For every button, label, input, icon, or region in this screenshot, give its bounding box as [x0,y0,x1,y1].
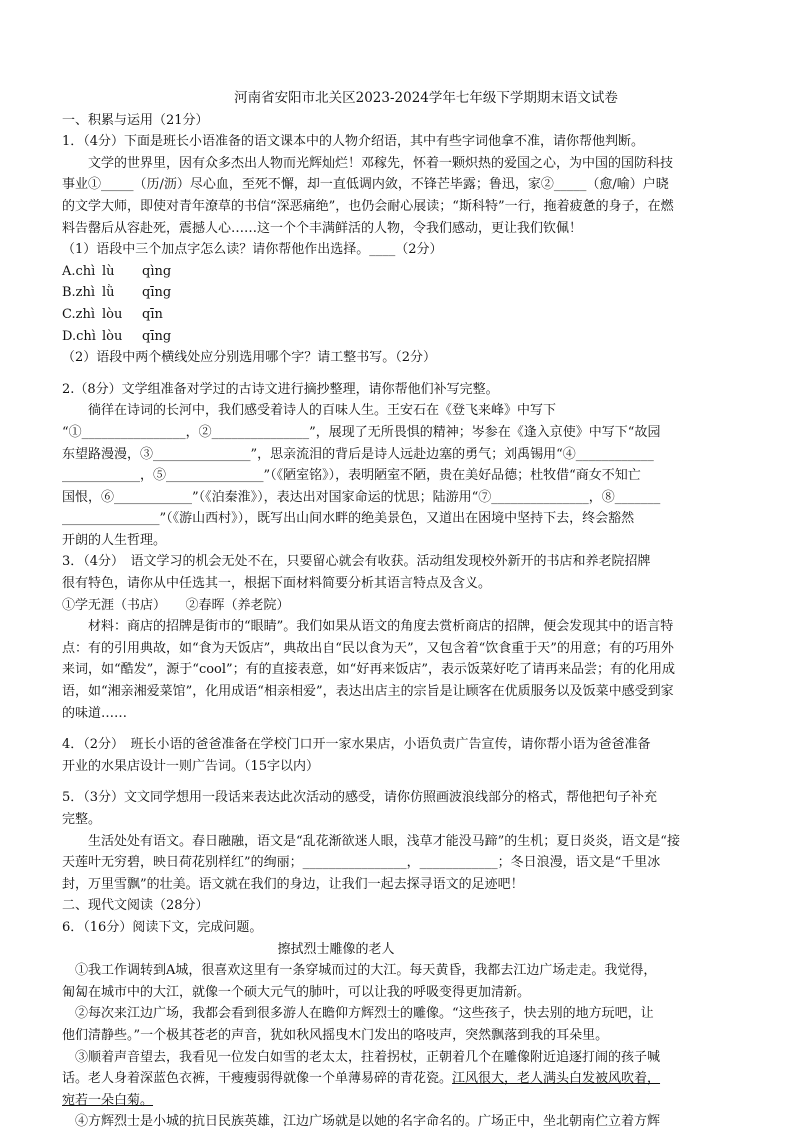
q2-line: ____________，⑤_______________”（《陋室铭》），表明陋室不陋，贵在美好品德；杜牧借“商女不知亡 [62,468,641,484]
q5-line: 天莲叶无穷碧，映日荷花别样红”的绚丽；________________，____________；冬日浪漫，语文是“千里冰 [62,855,661,871]
underlined-text: 宛若一朵白菊。 [62,1092,154,1108]
q2-line: 国恨，⑥____________”（《泊秦淮》），表达出对国家命运的忧思；陆游用“⑦_______________，⑧_______ [62,489,661,505]
q4-line: 开业的水果店设计一则广告词。（15字以内） [62,758,320,774]
q5-line: 封，万里雪飘”的壮美。语文就在我们的身边，让我们一起去探寻语文的足迹吧！ [62,876,524,892]
article-paragraph: ④方辉烈士是小城的抗日民族英雄，江边广场就是以她的名字命名的。广场正中，坐北朝南伫立着方辉 [75,1114,661,1130]
option-a: A.chì lù qìng [62,263,172,279]
question-1-stem: 1．（4分）下面是班长小语准备的语文课本中的人物介绍语，其中有些字词他拿不准，请你帮他判断。 [62,134,645,150]
question-4-stem: 4．（2分） 班长小语的爸爸准备在学校门口开一家水果店，小语负责广告宣传，请你帮小语为爸爸准备 [62,737,651,753]
q3-material: 材料：商店的招牌是街市的“眼睛”。我们如果从语文的角度去赏析商店的招牌，便会发现其中的语言特 [88,619,674,635]
page-title: 河南省安阳市北关区2023-2024学年七年级下学期期末语文试卷 [234,90,618,106]
article-text: 话。老人身着深蓝色衣裤，干瘦瘦弱得就像一个单薄易碎的青花瓷。 [62,1071,453,1087]
article-paragraph [62,1068,730,1090]
question-3-stem: 3．（4分） 语文学习的机会无处不在，只要留心就会有收获。活动组发现校外新开的书店和养老院招牌 [62,554,651,570]
q5-line: 完整。 [62,812,102,827]
article-title: 擦拭烈士雕像的老人 [277,941,395,957]
sub-question: （1）语段中三个加点字怎么读？请你帮他作出选择。____（2分） [62,242,443,258]
q3-choices: ①学无涯（书店） ②春晖（养老院） [62,597,290,613]
question-2-stem: 2.（8分）文学组准备对学过的古诗文进行摘抄整理，请你帮他们补写完整。 [62,381,499,397]
option-d: D.chì lòu qīng [62,328,172,344]
section-heading: 一、积累与运用（21分） [62,112,209,128]
underlined-text: 江风很大，老人满头白发被风吹着， [452,1071,661,1087]
section-heading: 二、现代文阅读（28分） [62,898,209,914]
passage-line: 的文学大师，即使对青年潦草的书信“深恶痛绝”，也仍会耐心展读；“斯科特”一行，拖着疲惫的身子，在燃 [62,198,674,214]
q2-line: 徜徉在诗词的长河中，我们感受着诗人的百味人生。王安石在《登飞来峰》中写下 [88,403,557,419]
question-6-stem: 6．（16分）阅读下文，完成问题。 [62,919,263,935]
option-c: C.zhì lòu qīn [62,306,163,322]
question-5-stem: 5．（3分）文文同学想用一段话来表达此次活动的感受，请你仿照画波浪线部分的格式，帮他把句子补充 [62,790,658,806]
article-paragraph [62,1090,730,1112]
article-paragraph: 他们清静些。”一个极其苍老的声音，犹如秋风摇曳木门发出的咯吱声，突然飘落到我的耳朵里。 [62,1027,609,1043]
q2-line: “①________________，②_______________”，展现了无所畏惧的精神；岑参在《逢入京使》中写下“故园 [62,424,661,440]
exam-page [62,88,730,1133]
passage-line: 料告罄后从容赴死，震撼人心……这一个个丰满鲜活的人物，令我们感动，更让我们钦佩！ [62,220,583,236]
q3-line: 很有特色，请你从中任选其一，根据下面材料简要分析其语言特点及含义。 [62,576,492,592]
passage-line: 事业①_____（历/沥）尽心血，至死不懈，却一直低调内敛，不锋芒毕露；鲁迅，家②_____（愈/喻）户晓 [62,177,669,193]
q3-material: 的味道…… [62,705,128,721]
q3-material: 点：有的引用典故，如“食为天饭店”，典故出自“民以食为天”，又包含着“饮食重于天”的用意；有的巧用外 [62,640,674,656]
q2-line: 开朗的人生哲理。 [62,532,167,548]
article-paragraph: ①我工作调转到A城，很喜欢这里有一条穿城而过的大江。每天黄昏，我都去江边广场走走。我觉得， [75,963,657,979]
article-paragraph: ③顺着声音望去，我看见一位发白如雪的老太太，拄着拐杖，正朝着几个在雕像附近追逐打闹的孩子喊 [75,1049,661,1065]
option-b: B.zhì lǜ qīng [62,285,172,301]
q2-line: _______________”（《游山西村》），既写出山间水畔的绝美景色，又道出在困境中坚持下去，终会豁然 [62,511,635,527]
article-paragraph: ②每次来江边广场，我都会看到很多游人在瞻仰方辉烈士的雕像。“这些孩子，快去别的地方玩吧，让 [75,1006,654,1022]
q5-line: 生活处处有语文。春日融融，语文是“乱花渐欲迷人眼，浅草才能没马蹄”的生机；夏日炎炎，语文是“接 [88,833,680,849]
sub-question: （2）语段中两个横线处应分别选用哪个字？请工整书写。（2分） [62,350,437,366]
q3-material: 来词，如“酷发”，源于“cool”；有的直接表意，如“好再来饭店”，表示饭菜好吃了请再来品尝；有的化用成 [62,662,675,678]
q3-material: 语，如“湘亲湘爱菜馆”，化用成语“相亲相爱”，表达出店主的宗旨是让顾客在优质服务以及饭菜中感受到家 [62,684,674,700]
passage-line: 文学的世界里，因有众多杰出人物而光辉灿烂！邓稼先，怀着一颗炽热的爱国之心，为中国的国防科技 [88,155,674,171]
q2-line: 东望路漫漫，③_______________”，思亲流泪的背后是诗人远赴边塞的勇气；刘禹锡用“④____________ [62,446,654,462]
article-paragraph: 匍匐在城市中的大江，就像一个硕大元气的肺叶，可以让我的呼吸变得更加清新。 [62,984,531,1000]
